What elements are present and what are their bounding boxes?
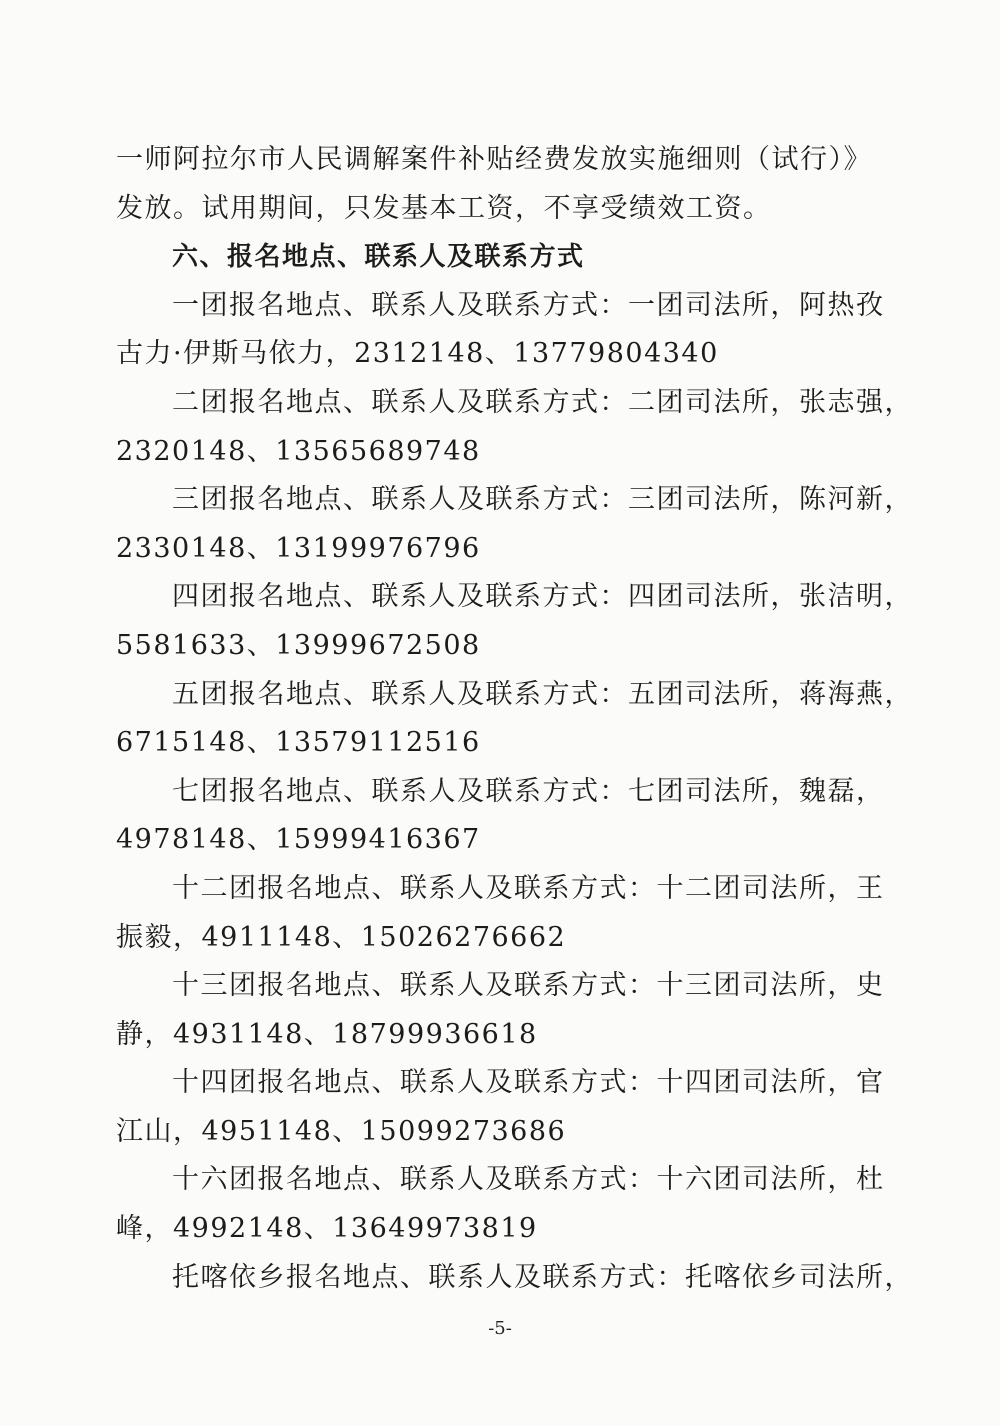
entry-2-line-2: 2320148、13565689748 <box>116 435 481 467</box>
entry-4-line-1: 四团报名地点、联系人及联系方式：四团司法所，张洁明， <box>172 581 913 613</box>
entry-9-line-1: 十四团报名地点、联系人及联系方式：十四团司法所，官 <box>172 1067 885 1099</box>
entry-6-line-1: 七团报名地点、联系人及联系方式：七团司法所，魏磊， <box>172 775 885 807</box>
page-number: -5- <box>488 1318 512 1339</box>
section-heading: 六、报名地点、联系人及联系方式 <box>172 242 585 273</box>
entry-3-line-1: 三团报名地点、联系人及联系方式：三团司法所，陈河新， <box>172 484 913 516</box>
entry-8-line-2: 静，4931148、18799936618 <box>116 1018 538 1050</box>
intro-line-1: 一师阿拉尔市人民调解案件补贴经费发放实施细则（试行）》 <box>116 144 872 175</box>
entry-8-line-1: 十三团报名地点、联系人及联系方式：十三团司法所，史 <box>172 970 885 1002</box>
body-text <box>116 136 913 1302</box>
entry-3-line-2: 2330148、13199976796 <box>116 532 481 564</box>
entry-2-line-1: 二团报名地点、联系人及联系方式：二团司法所，张志强， <box>172 386 913 418</box>
entry-6-line-2: 4978148、15999416367 <box>116 824 481 856</box>
entry-5-line-1: 五团报名地点、联系人及联系方式：五团司法所，蒋海燕， <box>172 678 913 710</box>
entry-5-line-2: 6715148、13579112516 <box>116 727 481 759</box>
last-entry-line: 托喀依乡报名地点、联系人及联系方式：托喀依乡司法所， <box>172 1261 913 1293</box>
entry-9-line-2: 江山，4951148、15099273686 <box>116 1115 567 1147</box>
entry-4-line-2: 5581633、13999672508 <box>116 629 481 661</box>
entry-7-line-1: 十二团报名地点、联系人及联系方式：十二团司法所，王 <box>172 872 885 904</box>
entry-10-line-1: 十六团报名地点、联系人及联系方式：十六团司法所，杜 <box>172 1164 885 1196</box>
entry-10-line-2: 峰，4992148、13649973819 <box>116 1213 538 1245</box>
entry-1-line-1: 一团报名地点、联系人及联系方式：一团司法所，阿热孜 <box>172 289 885 321</box>
entry-1-line-2: 古力·伊斯马依力，2312148、13779804340 <box>116 338 719 370</box>
intro-line-2: 发放。试用期间，只发基本工资，不享受绩效工资。 <box>116 192 772 224</box>
entry-7-line-2: 振毅，4911148、15026276662 <box>116 921 567 953</box>
